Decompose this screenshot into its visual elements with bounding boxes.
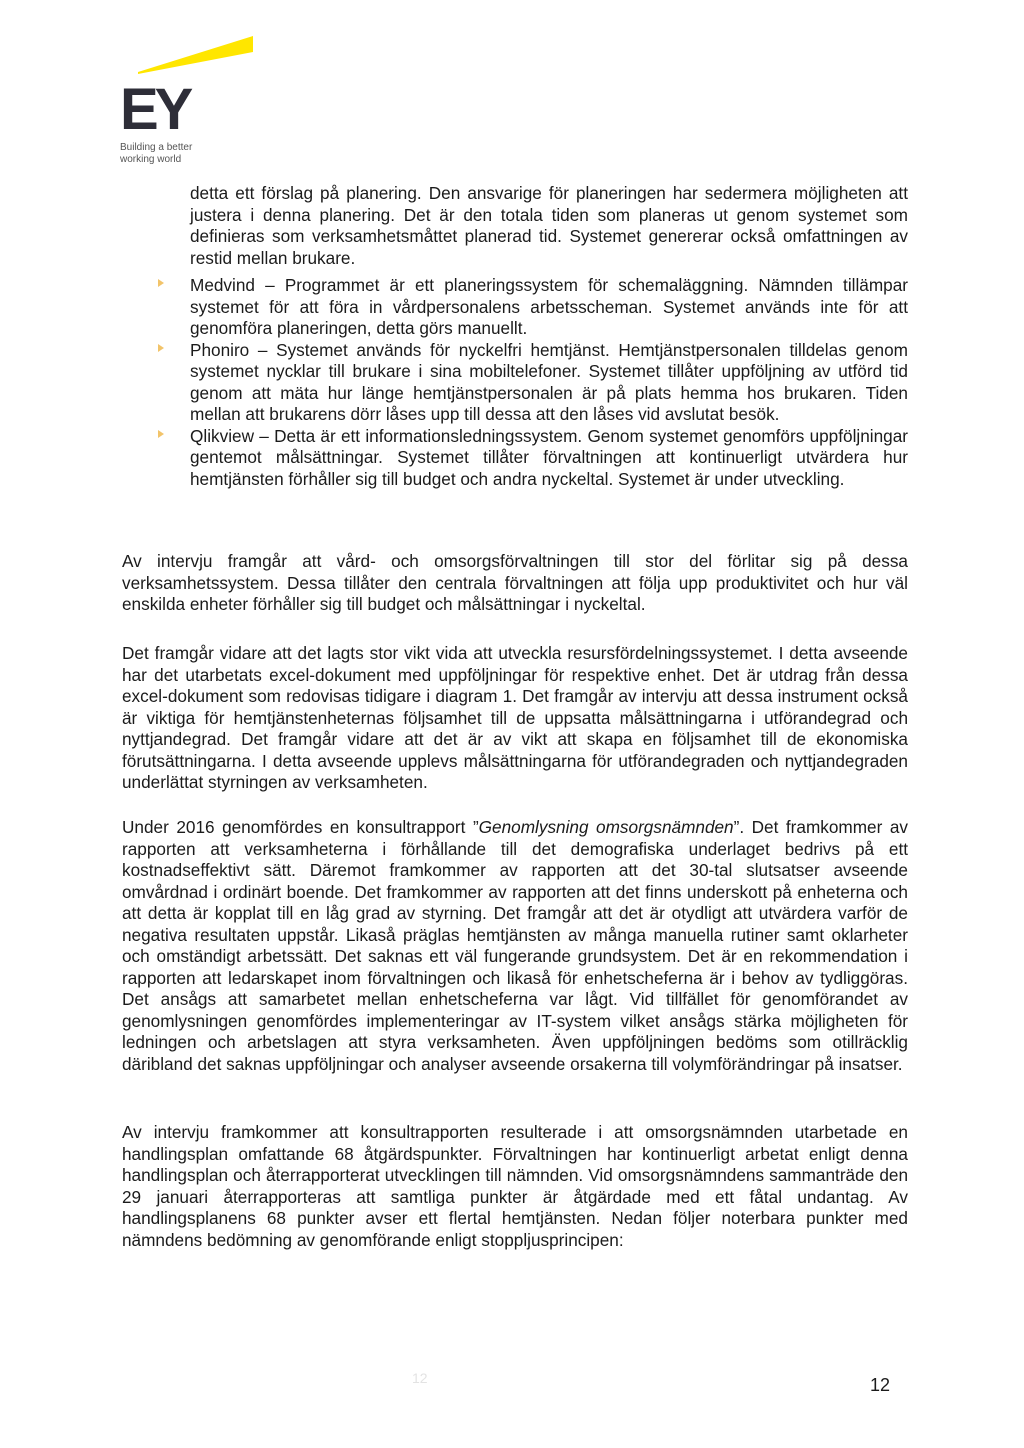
paragraph-text <box>122 817 908 1075</box>
ey-tagline-line2: working world <box>120 154 182 165</box>
faint-page-mark: 12 <box>412 1370 428 1386</box>
paragraph-text: Av intervju framkommer att konsultrapporten resulterade i att omsorgsnämnden utarbetade en handlingsplan omfattande 68 åtgärdspunkter. Förvaltningen har kontinuerligt arbetat enligt denna handlingsplan och återrapporterat utvecklingen till nämnden. Vid omsorgsnämndens sammanträde den 29 januari återrapporteras att samtliga punkter är åtgärdade med ett fåtal undantag. Av handlingsplanens 68 punkter avser ett flertal hemtjänsten. Nedan följer noterbara punkter med nämndens bedömning av genomförande enligt stoppljusprincipen: <box>122 1122 908 1250</box>
paragraph-handlingsplan <box>122 1122 908 1251</box>
bullet-marker-icon <box>158 430 164 438</box>
paragraph-resursfordelning <box>122 643 908 794</box>
ey-logo-mark: EY <box>120 77 190 142</box>
paragraph-text-start: Under 2016 genomfördes en konsultrapport ” <box>122 817 479 837</box>
ey-tagline <box>120 142 192 166</box>
bullet-marker-icon <box>158 279 164 287</box>
list-item-text: Qlikview – Detta är ett informationsledningssystem. Genom systemet genomförs uppföljningar gentemot målsättningar. Systemet tillåter förvaltningen att kontinuerligt utvärdera hur hemtjänsten förhåller sig till budget och andra nyckeltal. Systemet är under utveckling. <box>190 425 908 489</box>
paragraph-konsultrapport <box>122 817 908 1075</box>
ey-beam-icon <box>118 22 288 82</box>
list-item-phoniro <box>190 340 908 426</box>
bullet-marker-icon <box>158 344 164 352</box>
list-item-qlikview <box>190 426 908 491</box>
paragraph-text: Det framgår vidare att det lagts stor vikt vida att utveckla resursfördelningssystemet. I detta avseende har det utarbetats excel-dokument med uppföljningar för respektive enhet. Det är utdrag från dessa excel-dokument som redovisas tidigare i diagram 1. Det framgår av intervju att dessa instrument också är viktiga för hemtjänstenheternas följsamhet till de uppsatta målsättningarna i utförandegrad och nyttjandegrad. Det framgår vidare att det är av vikt att skapa en följsamhet till de ekonomiska förutsättningarna. I detta avseende upplevs målsättningarna för utförandegraden och nyttjandegraden underlättat styrningen av verksamheten. <box>122 643 908 792</box>
list-item-text: Medvind – Programmet är ett planeringssystem för schemaläggning. Nämnden tillämpar systemet för att föra in vårdpersonalens arbetsscheman. Systemet används inte för att genomföra planeringen, detta görs manuellt. <box>190 275 908 338</box>
paragraph-verksamhetssystem <box>122 551 908 616</box>
list-item-text: Phoniro – Systemet används för nyckelfri hemtjänst. Hemtjänstpersonalen tilldelas genom systemet nycklar till brukare i sina mobiltelefoner. Systemet tillåter uppföljning av utförd tid genom att mäta hur länge hemtjänstpersonalen är på plats hemma hos brukaren. Tiden mellan att brukarens dörr låses upp till dessa att den låses vid avslutat besök. <box>190 339 908 424</box>
systems-list <box>190 183 908 490</box>
ey-logo <box>118 22 288 165</box>
paragraph-text-end: ”. Det framkommer av rapporten att verksamheterna i förhållande till det demografiska underlaget bedrivs på ett kostnadseffektivt sätt. Däremot framkommer av rapporten att det 30-tal slutsatser avseende omvårdnad i ordinärt boende. Det framkommer av rapporten att det finns underskott på enheterna och att detta är kopplat till en låg grad av styrning. Det framgår att det är otydligt att utvärdera varför de negativa resultaten uppstår. Likaså präglas hemtjänsten av många manuella rutiner samt oklarheter och omständigt arbetssätt. Det saknas ett väl fungerande grundsystem. Det är en rekommendation i rapporten att ledarskapet inom förvaltningen och likaså för enhetscheferna är i behov av tydliggöras. Det ansågs att samarbetet mellan enhetscheferna var lågt. Vid tillfället för genomförandet av genomlysningen genomfördes implementeringar av IT-system vilket ansågs stärka möjligheten för ledningen och arbetslagen att styra verksamheten. Även uppföljningen bedöms som otillräcklig däribland det saknas uppföljningar och analyser avseende orsakerna till volymförändringar på insatser. <box>122 817 908 1074</box>
page-number: 12 <box>870 1375 891 1395</box>
ey-tagline-line1: Building a better <box>120 142 193 153</box>
list-intro-text: detta ett förslag på planering. Den ansvarige för planeringen har sedermera möjligheten att justera i denna planering. Det är den totala tiden som planeras ut genom systemet som definieras som verksamhetsmåttet planerad tid. Systemet genererar också omfattningen av restid mellan brukare. <box>190 183 908 268</box>
paragraph-text: Av intervju framgår att vård- och omsorgsförvaltningen till stor del förlitar sig på dessa verksamhetssystem. Dessa tillåter den centrala förvaltningen att följa upp produktivitet och hur väl enskilda enheter förhåller sig till budget och målsättningar i nyckeltal. <box>122 551 908 614</box>
report-title: Genomlysning omsorgsnämnden <box>478 817 734 837</box>
list-item-medvind <box>190 275 908 340</box>
